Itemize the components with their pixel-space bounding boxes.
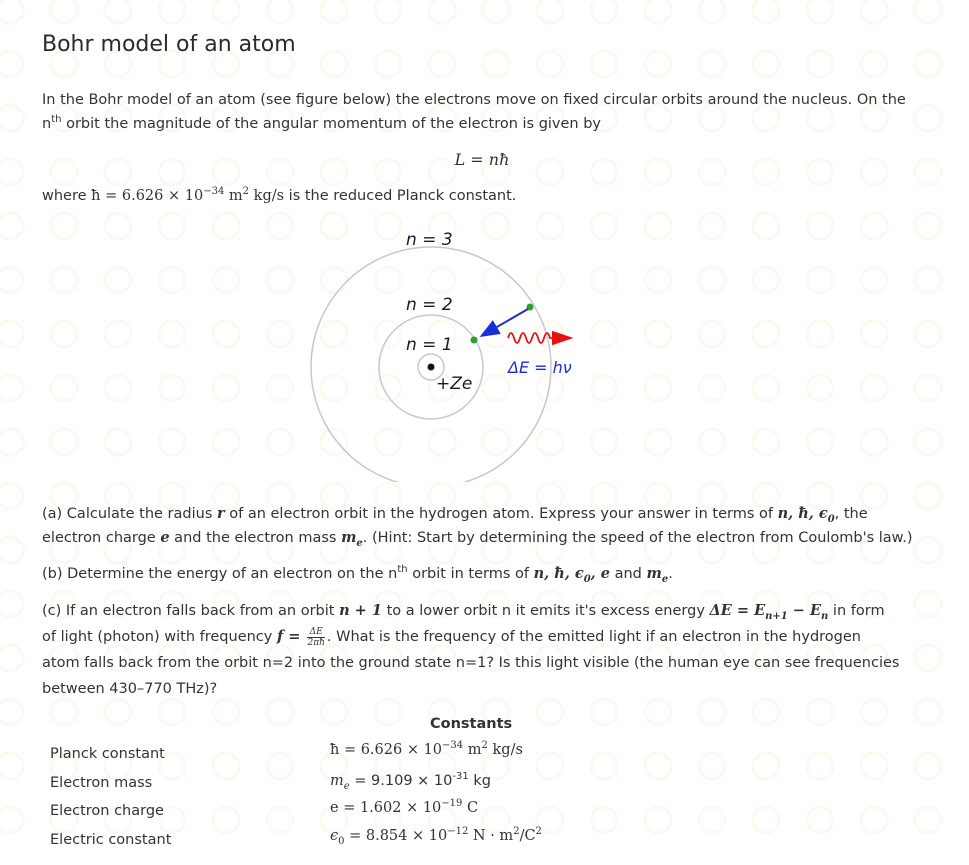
pattern-ring — [699, 753, 725, 779]
pattern-ring — [105, 699, 131, 725]
pattern-ring — [159, 0, 185, 23]
pattern-ring — [0, 159, 23, 185]
pattern-ring — [861, 321, 887, 347]
pattern-ring — [645, 429, 671, 455]
electron-final — [471, 337, 478, 344]
pattern-ring — [915, 105, 941, 131]
constant-label-electron-charge: Electron charge — [50, 803, 164, 819]
intro-line-1: In the Bohr model of an atom (see figure below) the electrons move on fixed circular orbits around the nucleus. On the — [42, 92, 906, 108]
pattern-ring — [213, 429, 239, 455]
pattern-ring — [213, 213, 239, 239]
pattern-ring — [645, 753, 671, 779]
pattern-ring — [645, 213, 671, 239]
constant-value-planck: ħ = $6.626 \times 10^{-34}$ $m^2$ kg/s — [330, 740, 523, 758]
pattern-ring — [0, 375, 23, 401]
question-c: (c) If an electron falls back from an orbit n + 1 to a lower orbit n it emits it's excess energy $\Delta E = E_{n+1} - E_n$ in form of light (photon) with frequency f = $\frac{\Delta E}{2\pi ħ}$ . What is the frequency of the emitted light if an electron in the hydrogen atom falls back from the orbit n=2 into the ground state n=1? Is this light visible (the human eye can see frequencies between 430–770 THz)? — [42, 602, 900, 697]
pattern-ring — [159, 699, 185, 725]
pattern-ring — [807, 375, 833, 401]
pattern-ring — [0, 51, 23, 77]
constant-value-electric: $\epsilon_0 = 8.854 \times 10^{-12}$ $N \cdot m^2/C^2$ — [330, 826, 542, 847]
pattern-ring — [807, 753, 833, 779]
pattern-ring — [861, 51, 887, 77]
pattern-ring — [267, 0, 293, 23]
pattern-ring — [321, 0, 347, 23]
pattern-ring — [105, 375, 131, 401]
intro-paragraph — [42, 88, 906, 136]
pattern-ring — [807, 429, 833, 455]
constant-value-electron-mass: $m_e = 9.109 \times 10^{-31}$ kg — [330, 771, 491, 792]
pattern-ring — [0, 267, 23, 293]
label-nucleus: +Ze — [436, 374, 473, 394]
pattern-ring — [753, 807, 779, 833]
question-a: (a) Calculate the radius r of an electron orbit in the hydrogen atom. Express your answer in terms of n, ħ, $\epsilon_0$, the electron charge e and the electron mass $m_e$. (Hint: Start by determining the speed of the electron from Coulomb's law.) — [42, 505, 913, 549]
pattern-ring — [645, 0, 671, 23]
pattern-ring — [915, 699, 941, 725]
pattern-ring — [537, 699, 563, 725]
pattern-ring — [213, 267, 239, 293]
bohr-model-figure — [300, 222, 620, 482]
pattern-ring — [645, 51, 671, 77]
pattern-ring — [915, 375, 941, 401]
pattern-ring — [375, 51, 401, 77]
pattern-ring — [213, 321, 239, 347]
pattern-ring — [105, 213, 131, 239]
pattern-ring — [321, 699, 347, 725]
pattern-ring — [375, 0, 401, 23]
pattern-ring — [699, 213, 725, 239]
pattern-ring — [915, 51, 941, 77]
pattern-ring — [537, 51, 563, 77]
pattern-ring — [213, 0, 239, 23]
pattern-ring — [483, 0, 509, 23]
label-photon-energy: ΔE = hν — [508, 358, 572, 377]
pattern-ring — [267, 375, 293, 401]
pattern-ring — [0, 321, 23, 347]
pattern-ring — [591, 699, 617, 725]
pattern-ring — [213, 807, 239, 833]
pattern-ring — [807, 321, 833, 347]
pattern-ring — [645, 321, 671, 347]
frequency-fraction: $\frac{\Delta E}{2\pi ħ}$ — [307, 626, 325, 648]
pattern-ring — [0, 645, 23, 671]
pattern-ring — [753, 699, 779, 725]
pattern-ring — [483, 51, 509, 77]
pattern-ring — [699, 699, 725, 725]
pattern-ring — [213, 753, 239, 779]
pattern-ring — [0, 213, 23, 239]
hbar-value: ħ = $6.626 \times 10^{-34}$ $m^2$ kg/s — [91, 186, 285, 204]
pattern-ring — [861, 0, 887, 23]
pattern-ring — [537, 0, 563, 23]
pattern-ring — [51, 267, 77, 293]
pattern-ring — [753, 753, 779, 779]
pattern-ring — [0, 699, 23, 725]
pattern-ring — [915, 321, 941, 347]
pattern-ring — [51, 213, 77, 239]
pattern-ring — [375, 699, 401, 725]
angular-momentum-equation: L = nħ — [454, 150, 510, 169]
pattern-ring — [861, 753, 887, 779]
pattern-ring — [51, 429, 77, 455]
pattern-ring — [537, 753, 563, 779]
pattern-ring — [807, 807, 833, 833]
pattern-ring — [213, 699, 239, 725]
pattern-ring — [105, 321, 131, 347]
pattern-ring — [915, 537, 941, 563]
pattern-ring — [807, 213, 833, 239]
photon-wave — [508, 333, 570, 343]
pattern-ring — [699, 51, 725, 77]
pattern-ring — [915, 213, 941, 239]
pattern-ring — [915, 267, 941, 293]
pattern-ring — [159, 375, 185, 401]
pattern-ring — [915, 0, 941, 23]
pattern-ring — [861, 267, 887, 293]
pattern-ring — [861, 429, 887, 455]
pattern-ring — [105, 429, 131, 455]
pattern-ring — [915, 591, 941, 617]
pattern-ring — [915, 645, 941, 671]
pattern-ring — [429, 51, 455, 77]
pattern-ring — [807, 267, 833, 293]
pattern-ring — [591, 753, 617, 779]
pattern-ring — [159, 429, 185, 455]
pattern-ring — [159, 321, 185, 347]
label-n3: n = 3 — [406, 230, 453, 250]
pattern-ring — [591, 51, 617, 77]
pattern-ring — [807, 51, 833, 77]
pattern-ring — [159, 267, 185, 293]
pattern-ring — [699, 807, 725, 833]
pattern-ring — [0, 483, 23, 509]
transition-arrow — [483, 309, 528, 335]
label-n2: n = 2 — [406, 295, 453, 315]
pattern-ring — [861, 699, 887, 725]
pattern-ring — [753, 321, 779, 347]
pattern-ring — [915, 807, 941, 833]
pattern-ring — [699, 0, 725, 23]
constant-label-planck: Planck constant — [50, 746, 165, 762]
constant-value-electron-charge: $e = 1.602 \times 10^{-19}$ C — [330, 798, 479, 816]
pattern-ring — [591, 807, 617, 833]
pattern-ring — [915, 483, 941, 509]
pattern-ring — [321, 51, 347, 77]
pattern-ring — [699, 429, 725, 455]
pattern-ring — [0, 105, 23, 131]
pattern-ring — [591, 0, 617, 23]
pattern-ring — [105, 0, 131, 23]
pattern-ring — [267, 429, 293, 455]
pattern-ring — [861, 807, 887, 833]
question-b: (b) Determine the energy of an electron on the $n^{th}$ orbit in terms of n, ħ, $\epsilon_0$, e and $m_e$. — [42, 564, 673, 585]
pattern-ring — [753, 0, 779, 23]
pattern-ring — [267, 807, 293, 833]
pattern-ring — [861, 213, 887, 239]
pattern-ring — [645, 375, 671, 401]
constants-heading: Constants — [430, 716, 513, 732]
pattern-ring — [645, 807, 671, 833]
pattern-ring — [645, 699, 671, 725]
pattern-ring — [0, 429, 23, 455]
pattern-ring — [267, 699, 293, 725]
pattern-ring — [699, 375, 725, 401]
pattern-ring — [699, 267, 725, 293]
pattern-ring — [699, 321, 725, 347]
pattern-ring — [0, 753, 23, 779]
intro-line-2: $n^{th}$ orbit the magnitude of the angular momentum of the electron is given by — [42, 114, 602, 132]
pattern-ring — [0, 0, 23, 23]
pattern-ring — [807, 699, 833, 725]
pattern-ring — [51, 699, 77, 725]
pattern-ring — [915, 429, 941, 455]
pattern-ring — [51, 321, 77, 347]
constant-label-electric: Electric constant — [50, 832, 172, 848]
pattern-ring — [753, 213, 779, 239]
pattern-ring — [0, 537, 23, 563]
pattern-ring — [861, 375, 887, 401]
pattern-ring — [753, 429, 779, 455]
pattern-ring — [0, 807, 23, 833]
pattern-ring — [753, 51, 779, 77]
pattern-ring — [267, 267, 293, 293]
pattern-ring — [915, 753, 941, 779]
pattern-ring — [0, 591, 23, 617]
pattern-ring — [159, 213, 185, 239]
pattern-ring — [213, 375, 239, 401]
pattern-ring — [51, 375, 77, 401]
pattern-ring — [429, 0, 455, 23]
pattern-ring — [753, 267, 779, 293]
pattern-ring — [105, 267, 131, 293]
pattern-ring — [753, 375, 779, 401]
hbar-definition: where ħ = $6.626 \times 10^{-34}$ $m^2$ kg/s is the reduced Planck constant. — [42, 186, 517, 204]
pattern-ring — [51, 0, 77, 23]
constant-label-electron-mass: Electron mass — [50, 775, 153, 791]
page-title: Bohr model of an atom — [42, 32, 296, 57]
nucleus — [428, 364, 435, 371]
pattern-ring — [267, 321, 293, 347]
pattern-ring — [267, 753, 293, 779]
pattern-ring — [645, 267, 671, 293]
pattern-ring — [807, 0, 833, 23]
pattern-ring — [267, 213, 293, 239]
label-n1: n = 1 — [406, 335, 453, 355]
